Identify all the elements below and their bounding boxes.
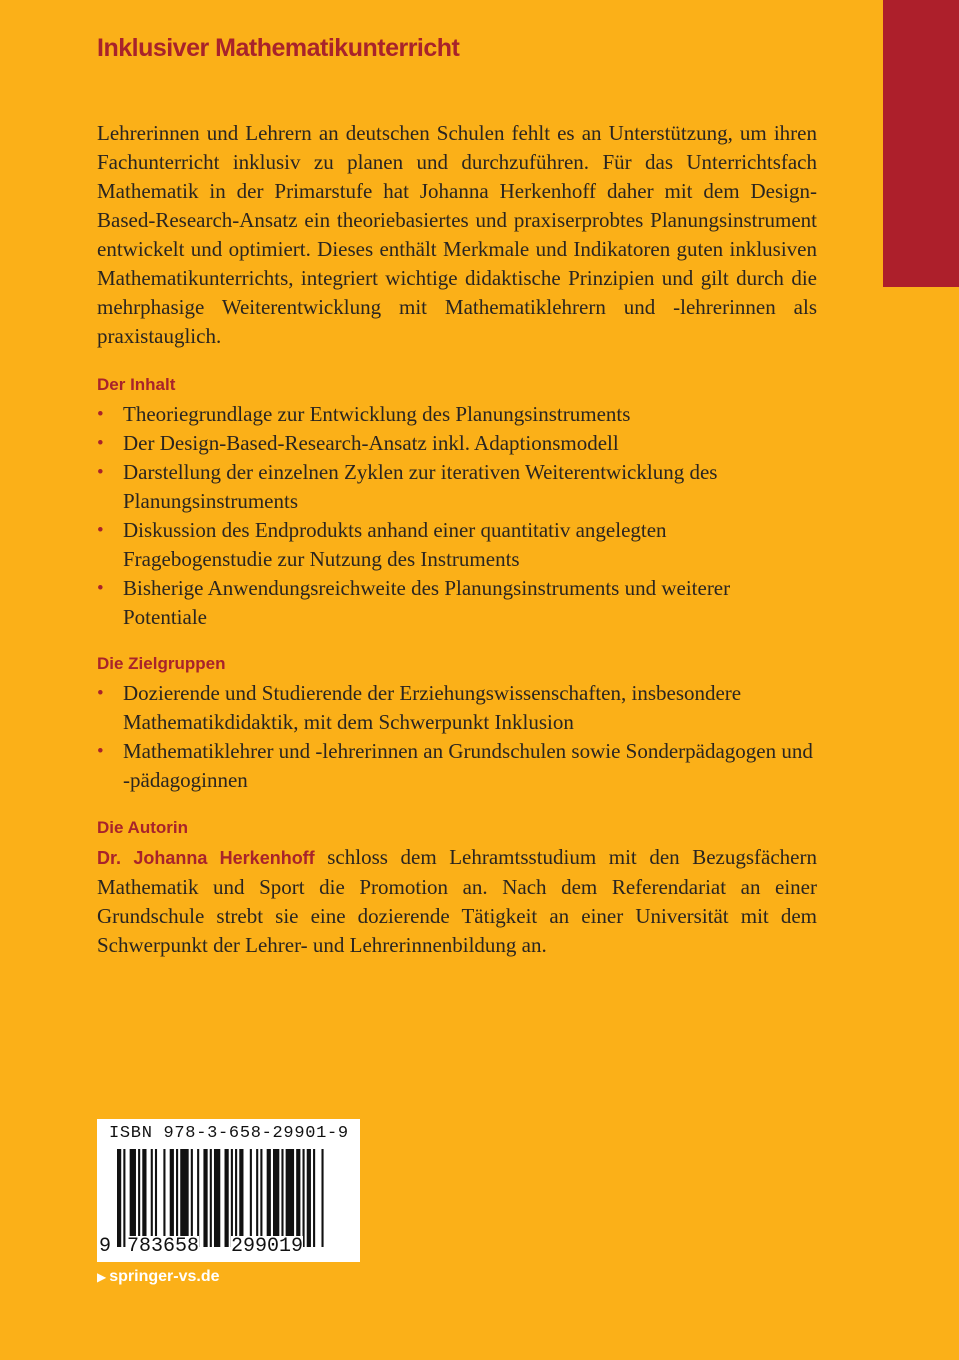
bullet-icon: •	[97, 520, 104, 541]
author-name: Dr. Johanna Herkenhoff	[97, 848, 315, 868]
barcode-bar	[117, 1149, 121, 1247]
list-item: • Dozierende und Studierende der Erziehungswissenschaften, insbesondere Mathematikdidaktik, mit dem Schwerpunkt Inklusion	[97, 681, 742, 734]
triangle-arrow-icon: ▶	[97, 1270, 107, 1284]
barcode-bar	[281, 1149, 283, 1247]
list-item: • Theoriegrundlage zur Entwicklung des Planungsinstruments	[97, 400, 817, 429]
author-bio: schloss dem Lehramtsstudium mit den Bezugsfächern Mathematik und Sport die Promotion an. Nach dem Referendariat an einer Grundschule strebt sie eine dozierende Tätigkeit an einer Universität mit dem Schwerpunkt der Lehrer- und Lehrerinnenbildung an.	[97, 845, 817, 957]
barcode-bar	[231, 1149, 233, 1247]
blurb-paragraph: Lehrerinnen und Lehrern an deutschen Schulen fehlt es an Unterstützung, um ihren Fachunterricht inklusiv zu planen und durchzuführen. Für das Unterrichtsfach Mathematik in der Primarstufe hat Johanna Herkenhoff daher mit dem Design-Based-Research-Ansatz ein theoriebasiertes und praxiserprobtes Planungsinstrument entwickelt und optimiert. Dieses enthält Merkmale und Indikatoren guten inklusiven Mathematikunterrichts, integriert wichtige didaktische Prinzipien und gilt durch die mehrphasige Weiterentwicklung mit Mathematiklehrern und -lehrerinnen als praxistauglich.	[97, 121, 817, 348]
barcode-digits-left: 783658	[127, 1235, 200, 1258]
barcode-bar	[197, 1149, 199, 1247]
inhalt-list	[97, 400, 817, 632]
barcode-bar	[260, 1149, 262, 1247]
isbn-barcode	[97, 1119, 360, 1262]
red-accent-band	[883, 0, 959, 287]
barcode-bar	[296, 1149, 300, 1247]
section-heading-zielgruppen: Die Zielgruppen	[97, 654, 226, 673]
list-item: • Der Design-Based-Research-Ansatz inkl. Adaptionsmodell	[97, 429, 817, 458]
barcode-bar	[163, 1149, 165, 1247]
barcode-bar	[210, 1149, 212, 1247]
barcode-bar	[303, 1149, 305, 1247]
barcode-bar	[130, 1149, 136, 1247]
isbn-label: ISBN 978-3-658-29901-9	[109, 1124, 349, 1143]
barcode-bars	[117, 1149, 342, 1247]
barcode-bar	[170, 1149, 174, 1247]
barcode-digits-right: 299019	[231, 1235, 304, 1258]
barcode-bar	[176, 1149, 178, 1247]
barcode-bar	[239, 1149, 243, 1247]
barcode-bar	[235, 1149, 237, 1247]
barcode-bar	[256, 1149, 258, 1247]
zielgruppen-list	[97, 679, 817, 795]
section-heading-autorin: Die Autorin	[97, 818, 188, 837]
publisher-website[interactable]: ▶ springer-vs.de	[97, 1268, 220, 1285]
list-item: • Darstellung der einzelnen Zyklen zur iterativen Weiterentwicklung des Planungsinstruments	[97, 460, 718, 513]
bullet-icon: •	[97, 462, 104, 483]
barcode-bar	[286, 1149, 294, 1247]
barcode-bar	[123, 1149, 125, 1247]
barcode-bar	[191, 1149, 193, 1247]
barcode-digit-first: 9	[99, 1235, 112, 1258]
book-title: Inklusiver Mathematikunterricht	[97, 34, 460, 62]
bullet-icon: •	[97, 404, 104, 425]
barcode-bar	[203, 1149, 207, 1247]
barcode-bar	[250, 1149, 252, 1247]
barcode-bar	[142, 1149, 146, 1247]
barcode-bar	[307, 1149, 311, 1247]
bullet-icon: •	[97, 433, 104, 454]
bullet-icon: •	[97, 578, 104, 599]
barcode-bar	[138, 1149, 140, 1247]
author-paragraph	[97, 843, 817, 960]
bullet-icon: •	[97, 683, 104, 704]
barcode-bar	[155, 1149, 157, 1247]
barcode-bar	[180, 1149, 188, 1247]
bullet-icon: •	[97, 741, 104, 762]
list-item: • Mathematiklehrer und -lehrerinnen an Grundschulen sowie Sonderpädagogen und -pädagoginnen	[97, 739, 813, 792]
list-item: • Diskussion des Endprodukts anhand einer quantitativ angelegten Fragebogenstudie zur Nutzung des Instruments	[97, 518, 667, 571]
barcode-bar	[313, 1149, 315, 1247]
barcode-bar	[214, 1149, 220, 1247]
barcode-bar	[273, 1149, 279, 1247]
list-item: • Bisherige Anwendungsreichweite des Planungsinstruments und weiterer Potentiale	[97, 576, 731, 629]
barcode-bar	[267, 1149, 271, 1247]
section-heading-inhalt: Der Inhalt	[97, 375, 176, 394]
barcode-bar	[225, 1149, 229, 1247]
barcode-bar	[151, 1149, 153, 1247]
barcode-bar	[321, 1149, 323, 1247]
